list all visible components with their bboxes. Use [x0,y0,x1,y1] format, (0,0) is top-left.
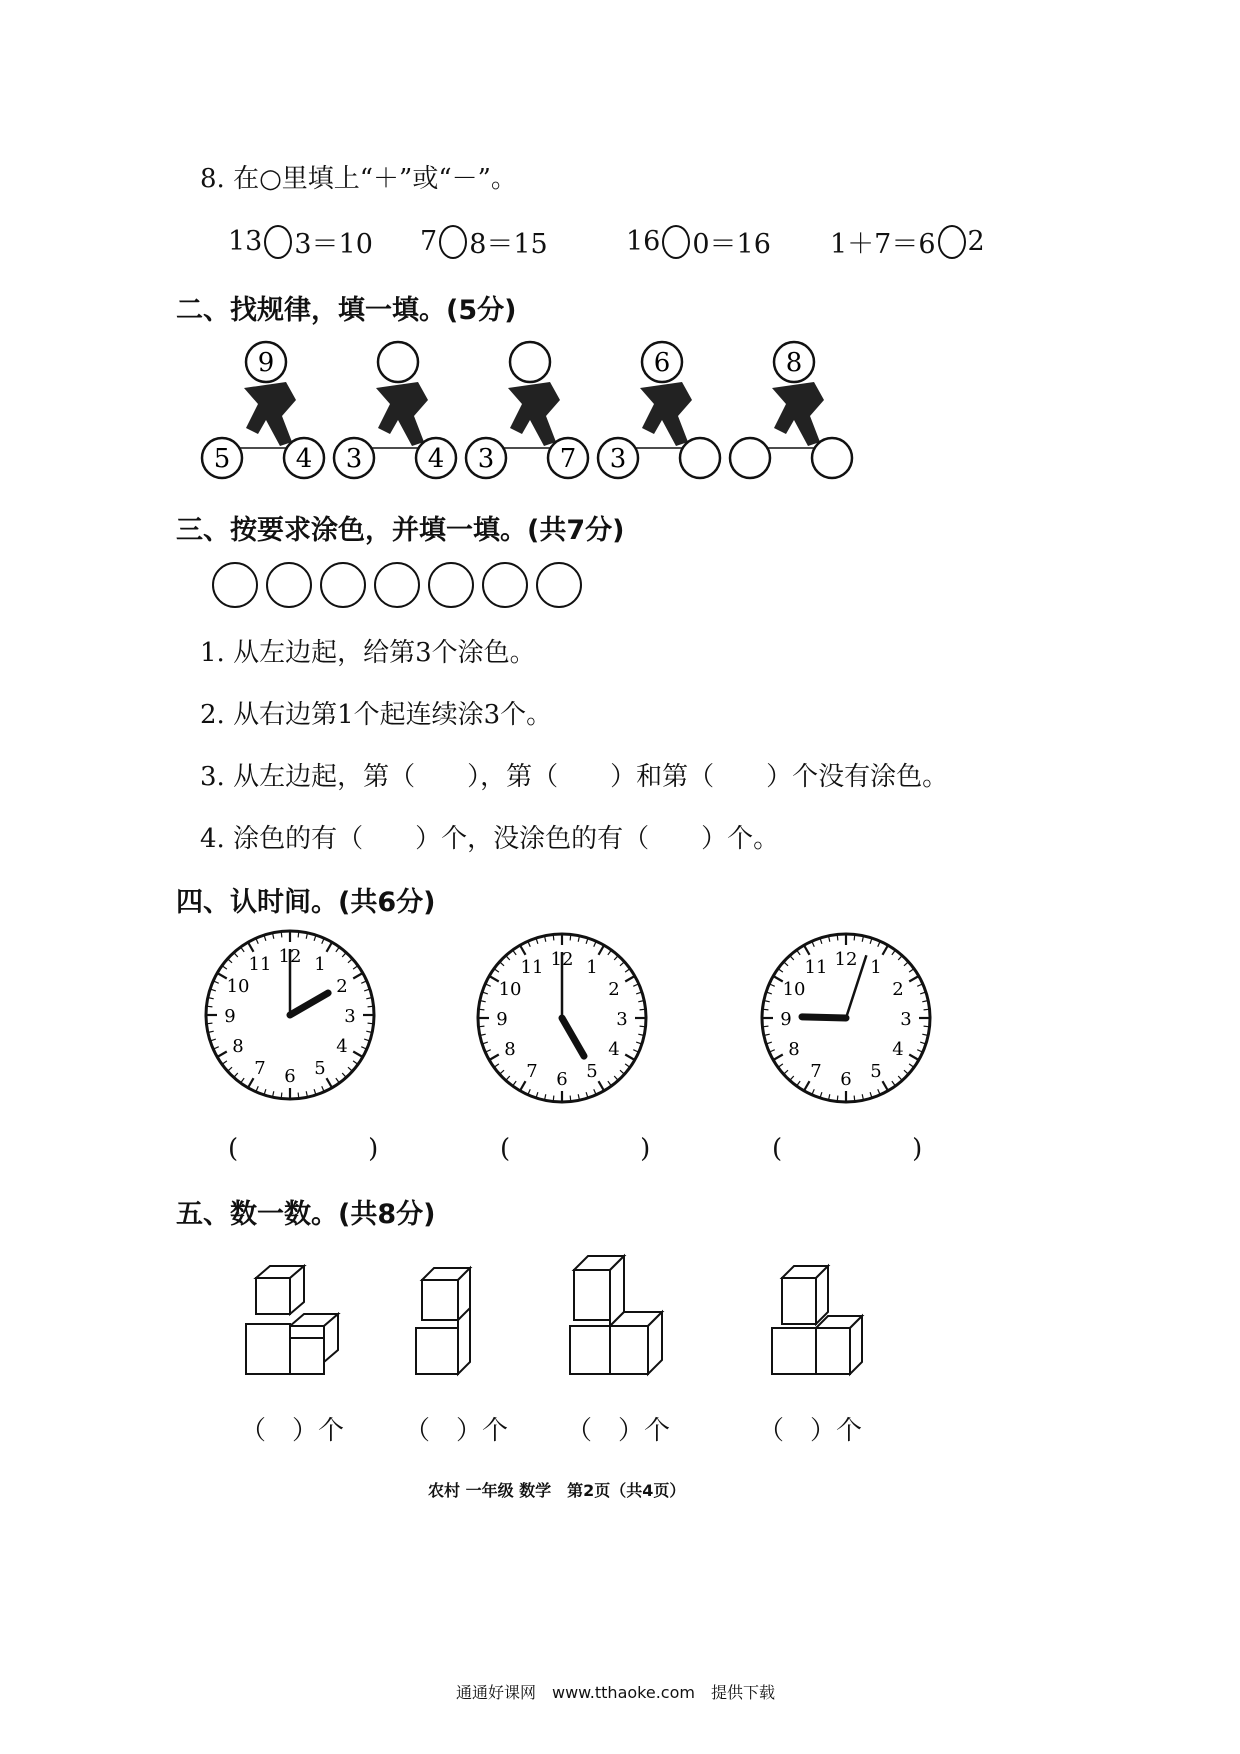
clock-number: 2 [336,976,348,997]
clock-center [843,1015,849,1021]
rider-body [772,382,824,446]
color-circle[interactable] [266,562,312,608]
clock-number: 1 [586,957,598,979]
clock-tick [570,935,571,940]
clock-number: 1 [314,954,326,976]
clock-number: 10 [226,976,250,997]
clock-number: 3 [344,1006,356,1027]
clock-tick [854,935,855,940]
clock-tick [207,1006,212,1007]
clock-tick [281,932,282,937]
clock-number: 2 [892,979,904,1000]
q8-title: 8. 在○里填上“＋”或“－”。 [200,164,517,194]
cube-figure-2 [410,1258,500,1392]
rider-body [376,382,428,446]
cube-figure-4 [764,1256,874,1390]
count-answer-3[interactable]: （ ）个 [566,1416,671,1446]
clock-tick [368,1006,373,1007]
clock-number: 6 [284,1066,296,1087]
clock-number: 4 [336,1036,348,1057]
color-circle[interactable] [536,562,582,608]
bike-rider [334,342,456,478]
clock-number: 12 [834,949,858,970]
clock-face-1 [200,925,380,1105]
cube-stack-1 [240,1258,360,1388]
clock-number: 1 [870,957,882,979]
color-circle[interactable] [482,562,528,608]
left-wheel-number: 5 [213,444,231,474]
download-credit: 通通好课网 www.tthaoke.com 提供下载 [456,1683,775,1702]
bike-rider [202,342,324,478]
clock-tick [553,1096,554,1101]
answer-oval[interactable] [662,225,690,259]
clock-number: 9 [780,1009,792,1030]
clock-number: 5 [314,1057,326,1079]
clock-tick [298,932,299,937]
clock-tick [837,1096,838,1101]
left-wheel[interactable] [730,438,770,478]
hour-hand [802,1017,846,1018]
cube-stack-2 [410,1258,500,1388]
clock-number: 2 [608,979,620,1000]
coloring-circles [212,562,582,608]
right-wheel-number: 4 [295,444,313,474]
clock-number: 5 [586,1060,598,1082]
clock-number: 10 [498,979,522,1000]
clock-number: 8 [788,1039,800,1060]
clock-tick [207,1023,212,1024]
rider-body [508,382,560,446]
clock-answer-3[interactable]: ( ) [772,1134,923,1164]
rider-body [640,382,692,446]
clock-tick [763,1026,768,1027]
left-wheel-number: 3 [345,444,363,474]
clock-answer-1[interactable]: ( ) [228,1134,379,1164]
clock-tick [924,1026,929,1027]
clock-tick [854,1096,855,1101]
q8-equation-2 [420,222,548,261]
page-footer: 农村 一年级 数学 第2页（共4页） [428,1481,686,1500]
clock-tick [479,1009,484,1010]
clock-number: 3 [900,1009,912,1030]
sec3-item-2: 2. 从右边第1个起连续涂3个。 [200,700,553,730]
right-wheel-number: 4 [427,444,445,474]
eq-right: 3＝10 [294,229,373,260]
head-circle[interactable] [510,342,550,382]
clock-tick [640,1009,645,1010]
right-wheel-number: 7 [559,444,577,474]
clock-number: 5 [870,1060,882,1082]
clock-number: 11 [520,957,544,979]
clock-number: 11 [804,957,828,979]
eq-left: 13 [228,226,263,257]
clock-number: 8 [232,1036,244,1057]
right-wheel[interactable] [680,438,720,478]
cube-stack-4 [764,1256,874,1386]
clock-number: 3 [616,1009,628,1030]
clock-tick [553,935,554,940]
color-circle[interactable] [212,562,258,608]
clock-number: 7 [254,1057,266,1079]
clock-tick [368,1023,373,1024]
bike-rider [466,342,588,478]
head-number: 8 [785,348,803,378]
clock-answer-2[interactable]: ( ) [500,1134,651,1164]
clock-tick [281,1093,282,1098]
clock-center [287,1012,293,1018]
clock-face-2 [472,928,652,1108]
color-circle[interactable] [320,562,366,608]
answer-oval[interactable] [264,225,292,259]
eq-left: 7 [420,226,438,257]
clock-tick [640,1026,645,1027]
head-number: 6 [653,348,671,378]
right-wheel[interactable] [812,438,852,478]
clock-tick [924,1009,929,1010]
clock-3 [756,928,936,1112]
clock-number: 11 [248,954,272,976]
clock-number: 12 [550,949,574,970]
clock-number: 6 [556,1069,568,1090]
color-circle[interactable] [374,562,420,608]
clock-tick [479,1026,484,1027]
clock-number: 4 [608,1039,620,1060]
eq-right: 8＝15 [469,229,548,260]
eq-right: 2 [967,226,985,257]
clock-number: 12 [278,946,302,967]
clock-tick [570,1096,571,1101]
answer-oval[interactable] [938,225,966,259]
rider-body [244,382,296,446]
bike-rider [598,342,720,478]
left-wheel-number: 3 [477,444,495,474]
clock-1 [200,925,380,1109]
section-4-title: 四、认时间。(共6分) [176,887,436,918]
section-5-title: 五、数一数。(共8分) [176,1199,436,1230]
clock-number: 4 [892,1039,904,1060]
sec3-item-3: 3. 从左边起，第（ ），第（ ）和第（ ）个没有涂色。 [200,762,949,792]
q8-equation-1 [228,222,373,261]
head-circle[interactable] [378,342,418,382]
head-number: 9 [257,348,275,378]
clock-face-3 [756,928,936,1108]
cube-figure-3 [562,1248,682,1392]
clock-tick [763,1009,768,1010]
count-answer-2[interactable]: （ ）个 [404,1416,509,1446]
clock-center [559,1015,565,1021]
clock-number: 9 [496,1009,508,1030]
cube-stack-3 [562,1248,682,1388]
clock-number: 9 [224,1006,236,1027]
bike-pattern-svg [200,338,880,488]
left-wheel-number: 3 [609,444,627,474]
clock-number: 8 [504,1039,516,1060]
section-2-title: 二、找规律，填一填。(5分) [176,295,517,326]
clock-tick [837,935,838,940]
count-answer-1[interactable]: （ ）个 [240,1416,345,1446]
clock-number: 6 [840,1069,852,1090]
clock-number: 7 [526,1060,538,1082]
clock-number: 7 [810,1060,822,1082]
answer-oval[interactable] [439,225,467,259]
clock-number: 10 [782,979,806,1000]
q8-equation-4 [830,222,985,261]
bike-pattern [200,338,880,488]
q8-equation-3 [626,222,771,261]
color-circle[interactable] [428,562,474,608]
clock-tick [298,1093,299,1098]
eq-right: 0＝16 [692,229,771,260]
sec3-item-4: 4. 涂色的有（ ）个，没涂色的有（ ）个。 [200,824,780,854]
eq-left: 16 [626,226,661,257]
eq-left: 1＋7＝6 [830,229,936,260]
clock-2 [472,928,652,1112]
section-3-title: 三、按要求涂色，并填一填。(共7分) [176,515,625,546]
count-answer-4[interactable]: （ ）个 [758,1416,863,1446]
sec3-item-1: 1. 从左边起，给第3个涂色。 [200,638,536,668]
bike-rider [730,342,852,478]
cube-figure-1 [240,1258,360,1392]
